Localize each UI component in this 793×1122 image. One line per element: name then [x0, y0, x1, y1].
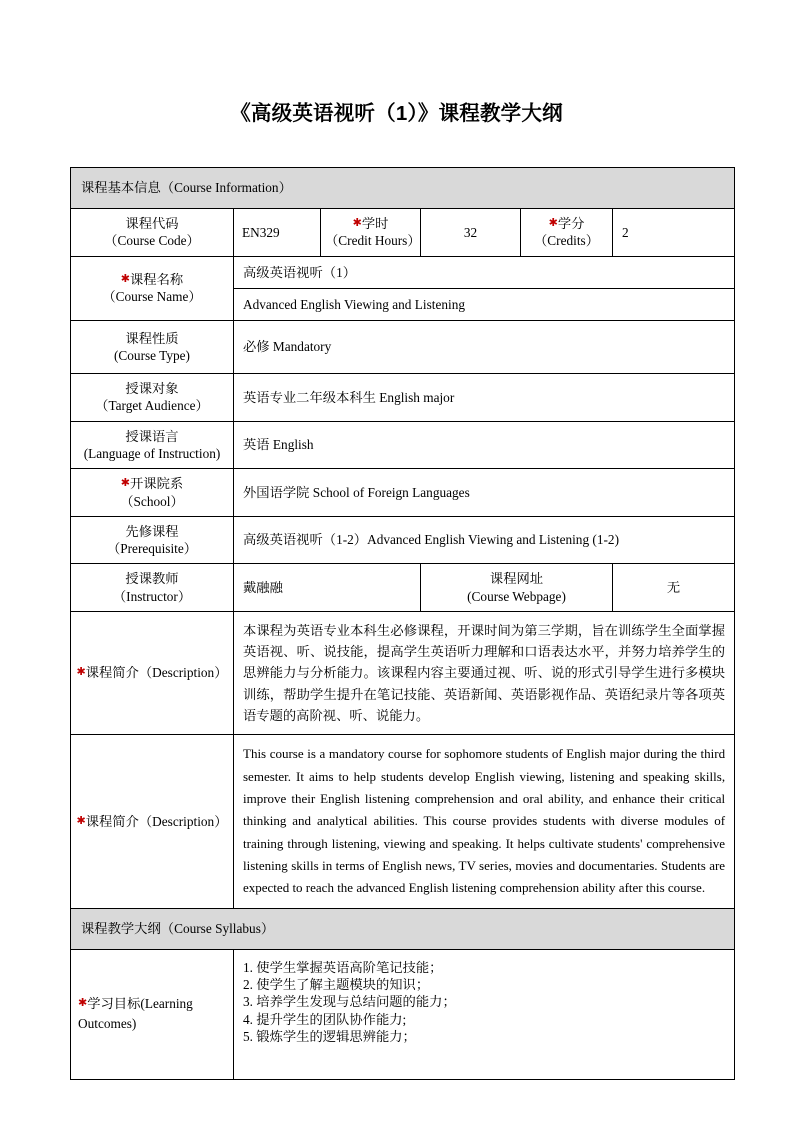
label-description-en [71, 735, 234, 909]
table-row [71, 735, 735, 909]
value-description-cn: 本课程为英语专业本科生必修课程，开课时间为第三学期，旨在训练学生全面掌握英语视、听、说技能，提高学生英语听力理解和口语表达水平，并努力培养学生的思辨能力与分析能力。该课程内容主要通过视、听、说的形式引导学生进行多模块训练，帮助学生提升在笔记技能、英语新闻、英语影视作品、英语纪录片等各项英语专题的高阶视、听、说能力。 [234, 611, 735, 734]
label-description-en-text: ✱课程简介（Description） [76, 813, 228, 829]
label-language-of-instruction-cn: 授课语言 [125, 428, 179, 444]
label-school-cn: ✱开课院系 [120, 476, 184, 492]
value-school: 外国语学院 School of Foreign Languages [234, 469, 735, 517]
required-marker-icon: ✱ [76, 666, 86, 679]
value-credit-hours: 32 [421, 209, 521, 257]
list-item: 1. 使学生掌握英语高阶笔记技能； [243, 959, 443, 975]
table-row [71, 564, 735, 612]
required-marker-icon: ✱ [120, 477, 131, 490]
label-school-en: （School） [120, 493, 184, 509]
value-prerequisite: 高级英语视听（1-2）Advanced English Viewing and Listening (1-2) [234, 516, 735, 564]
label-credit-hours [321, 209, 421, 257]
value-course-name-cn: 高级英语视听（1） [234, 256, 735, 288]
label-course-name-cn: ✱课程名称 [120, 272, 184, 288]
section-header-course-syllabus: 课程教学大纲（Course Syllabus） [71, 908, 735, 949]
label-course-webpage-cn: 课程网址 [489, 571, 544, 587]
label-description-cn [71, 611, 234, 734]
label-course-code-en: （Course Code） [104, 233, 200, 249]
label-prerequisite-en: （Prerequisite） [106, 541, 198, 557]
required-marker-icon: ✱ [120, 273, 131, 286]
table-row [71, 908, 735, 949]
label-learning-outcomes-en: Outcomes) [78, 1016, 137, 1032]
label-target-audience [71, 374, 234, 422]
table-row [71, 469, 735, 517]
label-prerequisite-cn: 先修课程 [125, 523, 179, 539]
value-learning-outcomes [234, 949, 735, 1079]
label-credit-hours-en: （Credit Hours） [325, 233, 421, 249]
label-course-code-cn: 课程代码 [125, 216, 179, 231]
value-course-type: 必修 Mandatory [234, 321, 735, 374]
value-target-audience: 英语专业二年级本科生 English major [234, 374, 735, 422]
list-item: 4. 提升学生的团队协作能力; [243, 1011, 407, 1027]
label-credits [521, 209, 613, 257]
label-course-webpage-en: (Course Webpage) [467, 588, 566, 604]
required-marker-icon: ✱ [76, 814, 86, 827]
value-language-of-instruction: 英语 English [234, 421, 735, 469]
label-instructor-cn: 授课教师 [125, 571, 179, 587]
list-item: 3. 培养学生发现与总结问题的能力； [243, 994, 456, 1010]
table-row [71, 611, 735, 734]
required-marker-icon: ✱ [352, 217, 362, 229]
list-item: 5. 锻炼学生的逻辑思辨能力； [243, 1028, 416, 1044]
value-course-code: EN329 [234, 209, 321, 257]
label-course-type-en: (Course Type) [113, 348, 190, 364]
value-instructor: 戴融融 [234, 564, 421, 612]
label-credits-en: （Credits） [533, 233, 599, 249]
label-learning-outcomes [71, 949, 234, 1079]
course-syllabus-table [70, 167, 735, 1080]
label-language-of-instruction [71, 421, 234, 469]
table-row [71, 168, 735, 209]
label-prerequisite [71, 516, 234, 564]
label-instructor-en: （Instructor） [112, 588, 192, 604]
section-header-course-information: 课程基本信息（Course Information） [71, 168, 735, 209]
label-course-type-cn: 课程性质 [125, 330, 179, 346]
label-description-cn-text: ✱课程简介（Description） [76, 665, 228, 681]
list-item: 2. 使学生了解主题模块的知识； [243, 977, 430, 993]
label-course-webpage [421, 564, 613, 612]
label-credit-hours-cn: ✱学时 [352, 216, 389, 231]
table-row [71, 321, 735, 374]
value-description-en: This course is a mandatory course for sophomore students of English major during the third semester. It aims to help students develop English viewing, listening and speaking skills, improve their English listening comprehension and oral ability, and enhance their critical thinking and analytical abilities. This course provides students with diverse modules of training through listening, viewing and speaking. It helps cultivate students' comprehensive listening skills in terms of English news, TV series, movies and documentaries. Students are expected to reach the advanced English listening comprehension ability after this course. [234, 735, 735, 909]
value-course-webpage: 无 [613, 564, 735, 612]
label-language-of-instruction-en: (Language of Instruction) [83, 445, 221, 461]
label-course-name-en: （Course Name） [102, 289, 202, 305]
label-course-code [71, 209, 234, 257]
label-school [71, 469, 234, 517]
required-marker-icon: ✱ [548, 217, 558, 229]
label-target-audience-cn: 授课对象 [125, 381, 179, 397]
table-row [71, 421, 735, 469]
label-instructor [71, 564, 234, 612]
table-row [71, 374, 735, 422]
label-course-name [71, 256, 234, 321]
label-target-audience-en: （Target Audience） [95, 398, 209, 414]
required-marker-icon: ✱ [78, 997, 88, 1010]
table-row [71, 256, 735, 288]
table-row [71, 516, 735, 564]
label-credits-cn: ✱学分 [548, 216, 585, 231]
value-course-name-en: Advanced English Viewing and Listening [234, 288, 735, 320]
page-title: 《高级英语视听（1）》课程教学大纲 [230, 102, 563, 125]
table-row [71, 949, 735, 1079]
label-learning-outcomes-cn: ✱学习目标(Learning [78, 996, 193, 1012]
value-credits: 2 [613, 209, 735, 257]
table-row [71, 209, 735, 257]
label-course-type [71, 321, 234, 374]
